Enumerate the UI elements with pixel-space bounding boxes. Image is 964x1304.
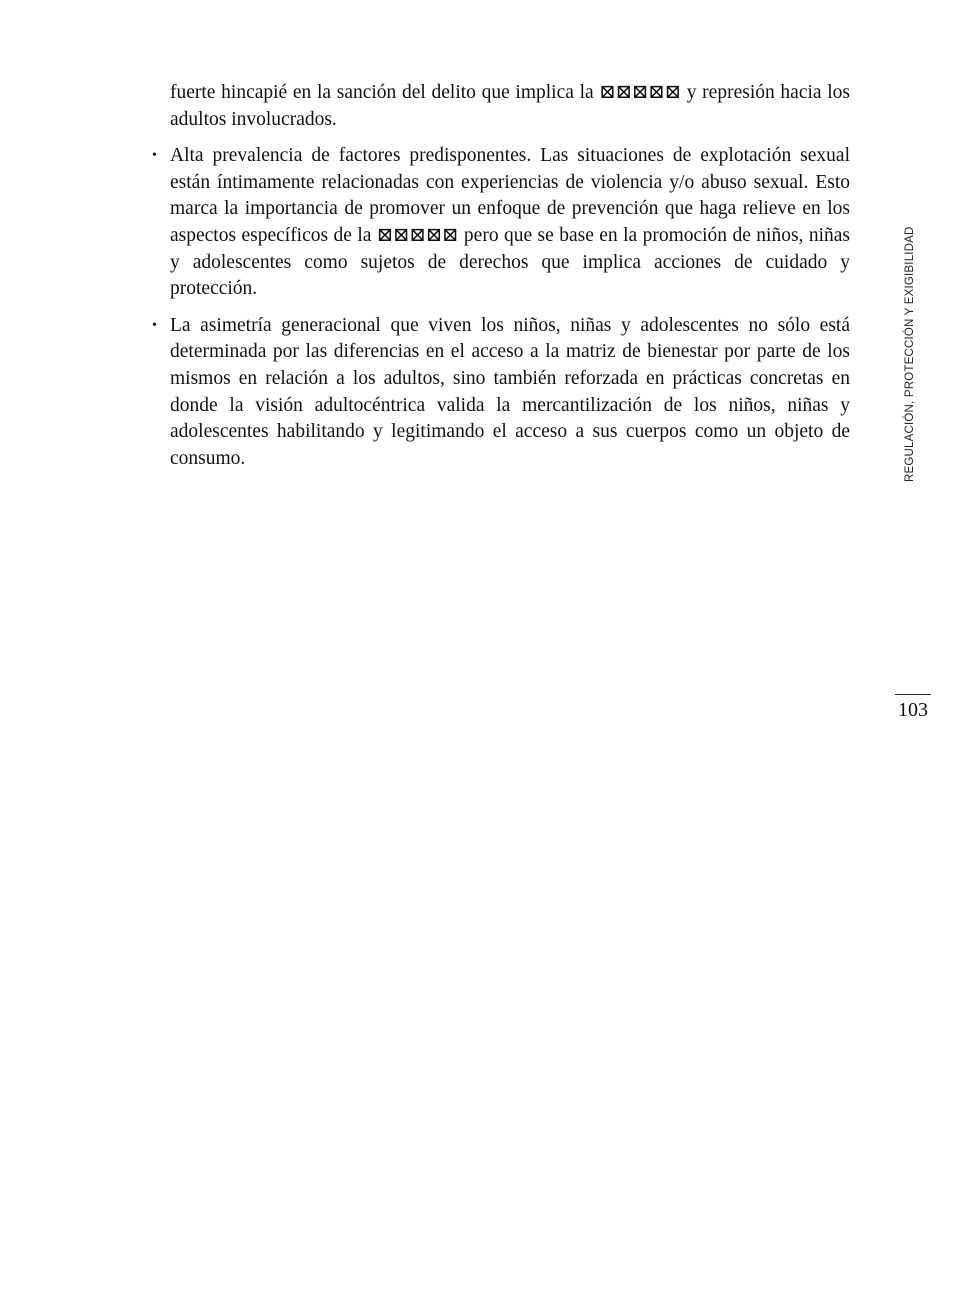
intro-paragraph [170, 80, 850, 133]
garbled-glyphs: ⊠⊠⊠⊠⊠ [376, 224, 459, 246]
bullet-text-after: pero que se base en la promoción de niños, niñas y adolescentes como sujetos de derechos que implica acciones de cuidado y protección. [170, 224, 850, 300]
page-number: 103 [898, 699, 928, 721]
intro-text-before: fuerte hincapié en la sanción del delito que implica la [170, 82, 600, 103]
page-number-rule [895, 694, 931, 695]
running-title: REGULACIÓN, PROTECCIÓN Y EXIGIBILIDAD [904, 226, 916, 482]
bullet-icon: • [152, 148, 157, 164]
body-text [152, 80, 850, 482]
bullet-item-factores [152, 143, 850, 303]
garbled-glyphs: ⊠⊠⊠⊠⊠ [599, 82, 682, 103]
bullet-item-asimetria [152, 313, 850, 473]
bullet-text-before: Alta prevalencia de factores predisponentes. Las situaciones de explotación sexual están íntimamente relacionadas con experiencias de violencia y/o abuso sexual. Esto marca la importancia de promover un enfoque de prevención que haga relieve en los aspectos específicos de la [170, 145, 850, 246]
bullet-icon: • [152, 317, 157, 333]
bullet-text: La asimetría generacional que viven los niños, niñas y adolescentes no sólo está determinada por las diferencias en el acceso a la matriz de bienestar por parte de los mismos en relación a los adultos, sino también reforzada en prácticas concretas en donde la visión adultocéntrica valida la mercantilización de los niños, niñas y adolescentes habilitando y legitimando el acceso a sus cuerpos como un objeto de consumo. [170, 314, 850, 469]
intro-text-after: y represión hacia los adultos involucrados. [170, 82, 850, 130]
